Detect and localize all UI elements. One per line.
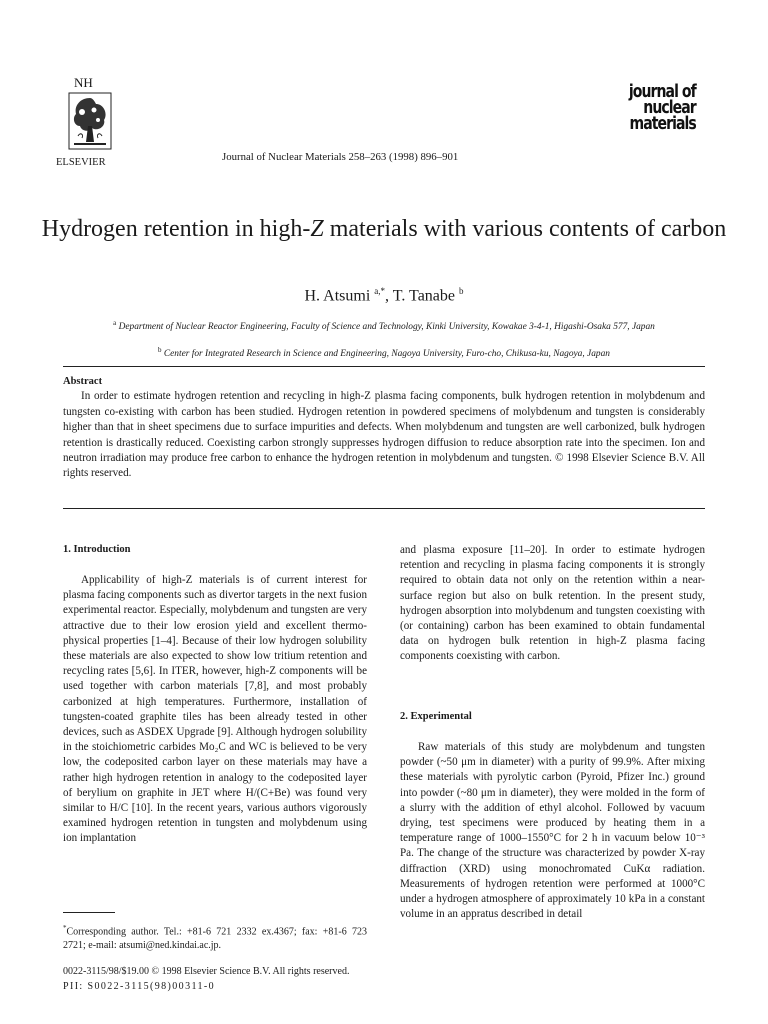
author-mark: a,*	[374, 286, 386, 296]
journal-logo	[610, 81, 720, 134]
footnote-rule	[63, 912, 115, 913]
introduction-body	[63, 573, 367, 847]
affiliation	[52, 344, 716, 361]
footnote-mark: *	[63, 924, 67, 932]
paragraph: and plasma exposure [11–20]. In order to estimate hydrogen retention and recycling in plasma facing components it is strongly required to obtain data not only on the retention within a near-surface region but also on bulk retention. In the present study, hydrogen absorption into molybdenum and tungsten coexisting with (or containing) carbon has been examined to obtain fundamental data on hydrogen bulk retention in high-Z plasma facing components coexisting with carbon.	[400, 544, 705, 663]
author-name: T. Tanabe	[392, 287, 456, 305]
section-heading-experimental: 2. Experimental	[400, 711, 472, 722]
abstract-text: In order to estimate hydrogen retention and recycling in high-Z plasma facing components, bulk hydrogen retention in molybdenum and tungsten co-existing with carbon has been studied. Hydrogen retention in powdered specimens of molybdenum and tungsten is considerably higher than that in sheet specimens due to surface impurities and defects. When molybdenum and tungsten are well carbonized, bulk hydrogen retention is drastically reduced. Coexisting carbon strongly suppresses hydrogen diffusion to reduce absorption rate into the specimen. Ion and neutron irradiation may produce free carbon to enhance the hydrogen retention in molybdenum and tungsten. © 1998 Elsevier Science B.V. All rights reserved.	[63, 390, 705, 480]
author-name: H. Atsumi	[304, 287, 371, 305]
abstract-bottom-rule	[63, 508, 705, 509]
abstract-heading: Abstract	[63, 376, 103, 387]
affiliation	[52, 317, 716, 334]
publisher-mark: NH	[74, 75, 93, 90]
abstract	[63, 374, 705, 482]
paragraph: Applicability of high-Z materials is of current interest for plasma facing components such as divertor targets in the next fusion experimental reactor. Especially, molybdenum and tungsten are very attractive due to their low erosion yield and excellent thermo-physical properties [1–4]. Because of their low hydrogen solubility these materials are also expected to show low tritium retention and recycling rates [5,6]. In ITER, however, high-Z components will be used together with carbon materials [7,8], and most probably carbonized at high temperatures. Furthermore, installation of tungsten-coated graphite tiles has been already tested in other devices, such as ASDEX Upgrade [9]. Although hydrogen solubility in the stoichiometric carbides Mo₂C and WC is believed to be very low, the codeposited carbon layer on these materials may have a rather high hydrogen retention in analogy to the codeposited layer of berylium on graphite in JET where H/(C+Be) was found very similar to H/C [10]. In the recent years, various authors vigorously examined hydrogen retention in tungsten and molybdenum using ion implantation	[63, 574, 367, 845]
paragraph: Raw materials of this study are molybdenum and tungsten powder (~50 μm in diameter) with a purity of 99.9%. After mixing these materials with pyrolytic carbon (Pyroid, Pfizer Inc.) ground into powder (~80 μm in diameter), they were molded in the form of a slurry with the addition of ethyl alcohol. Followed by vacuum drying, test specimens were produced by heating them in a temperature range of 1000–1550°C for 2 h in vacuum below 10⁻³ Pa. The change of the structure was characterized by powder X-ray diffraction (XRD) using monochromated CuKα radiation. Measurements of hydrogen retention were performed at 1000°C under a hydrogen atmosphere of approximately 10 kPa in a constant volume in an appratus described in detail	[400, 741, 705, 921]
article-title: Hydrogen retention in high-Z materials with various contents of carbon	[41, 216, 727, 242]
section-heading-introduction: 1. Introduction	[63, 544, 131, 555]
introduction-continued	[400, 543, 705, 665]
publisher-logo	[56, 76, 136, 169]
journal-logo-line: materials	[629, 113, 696, 134]
publisher-name: ELSEVIER	[56, 157, 106, 168]
journal-logo-line: nuclear	[643, 97, 696, 118]
footnote	[63, 921, 367, 953]
journal-citation: Journal of Nuclear Materials 258–263 (1998) 896–901	[222, 151, 459, 163]
author-list: H. Atsumi $^{a,*}$, T. Tanabe $^b$	[304, 286, 464, 305]
abstract-top-rule	[63, 366, 705, 367]
affiliation-mark: a	[113, 319, 117, 327]
author-mark: b	[459, 286, 464, 296]
pii-line: PII: S0022-3115(98)00311-0	[63, 981, 216, 992]
affiliation-text: Department of Nuclear Reactor Engineering, Faculty of Science and Technology, Kinki University, Kowakae 3-4-1, Higashi-Osaka 577, Japan	[118, 322, 655, 333]
footnote-text: Corresponding author. Tel.: +81-6 721 2332 ex.4367; fax: +81-6 723 2721; e-mail: atsumi@ned.kindai.ac.jp.	[63, 926, 367, 952]
copyright-line: 0022-3115/98/$19.00 © 1998 Elsevier Science B.V. All rights reserved.	[63, 966, 350, 977]
title-italic-z: Z	[310, 216, 324, 242]
journal-logo-line: journal of	[628, 81, 696, 102]
affiliation-text: Center for Integrated Research in Science and Engineering, Nagoya University, Furo-cho, Chikusa-ku, Nagoya, Japan	[163, 349, 610, 360]
experimental-body	[400, 740, 705, 922]
elsevier-tree-icon	[68, 92, 112, 150]
affiliation-mark: b	[158, 346, 162, 354]
